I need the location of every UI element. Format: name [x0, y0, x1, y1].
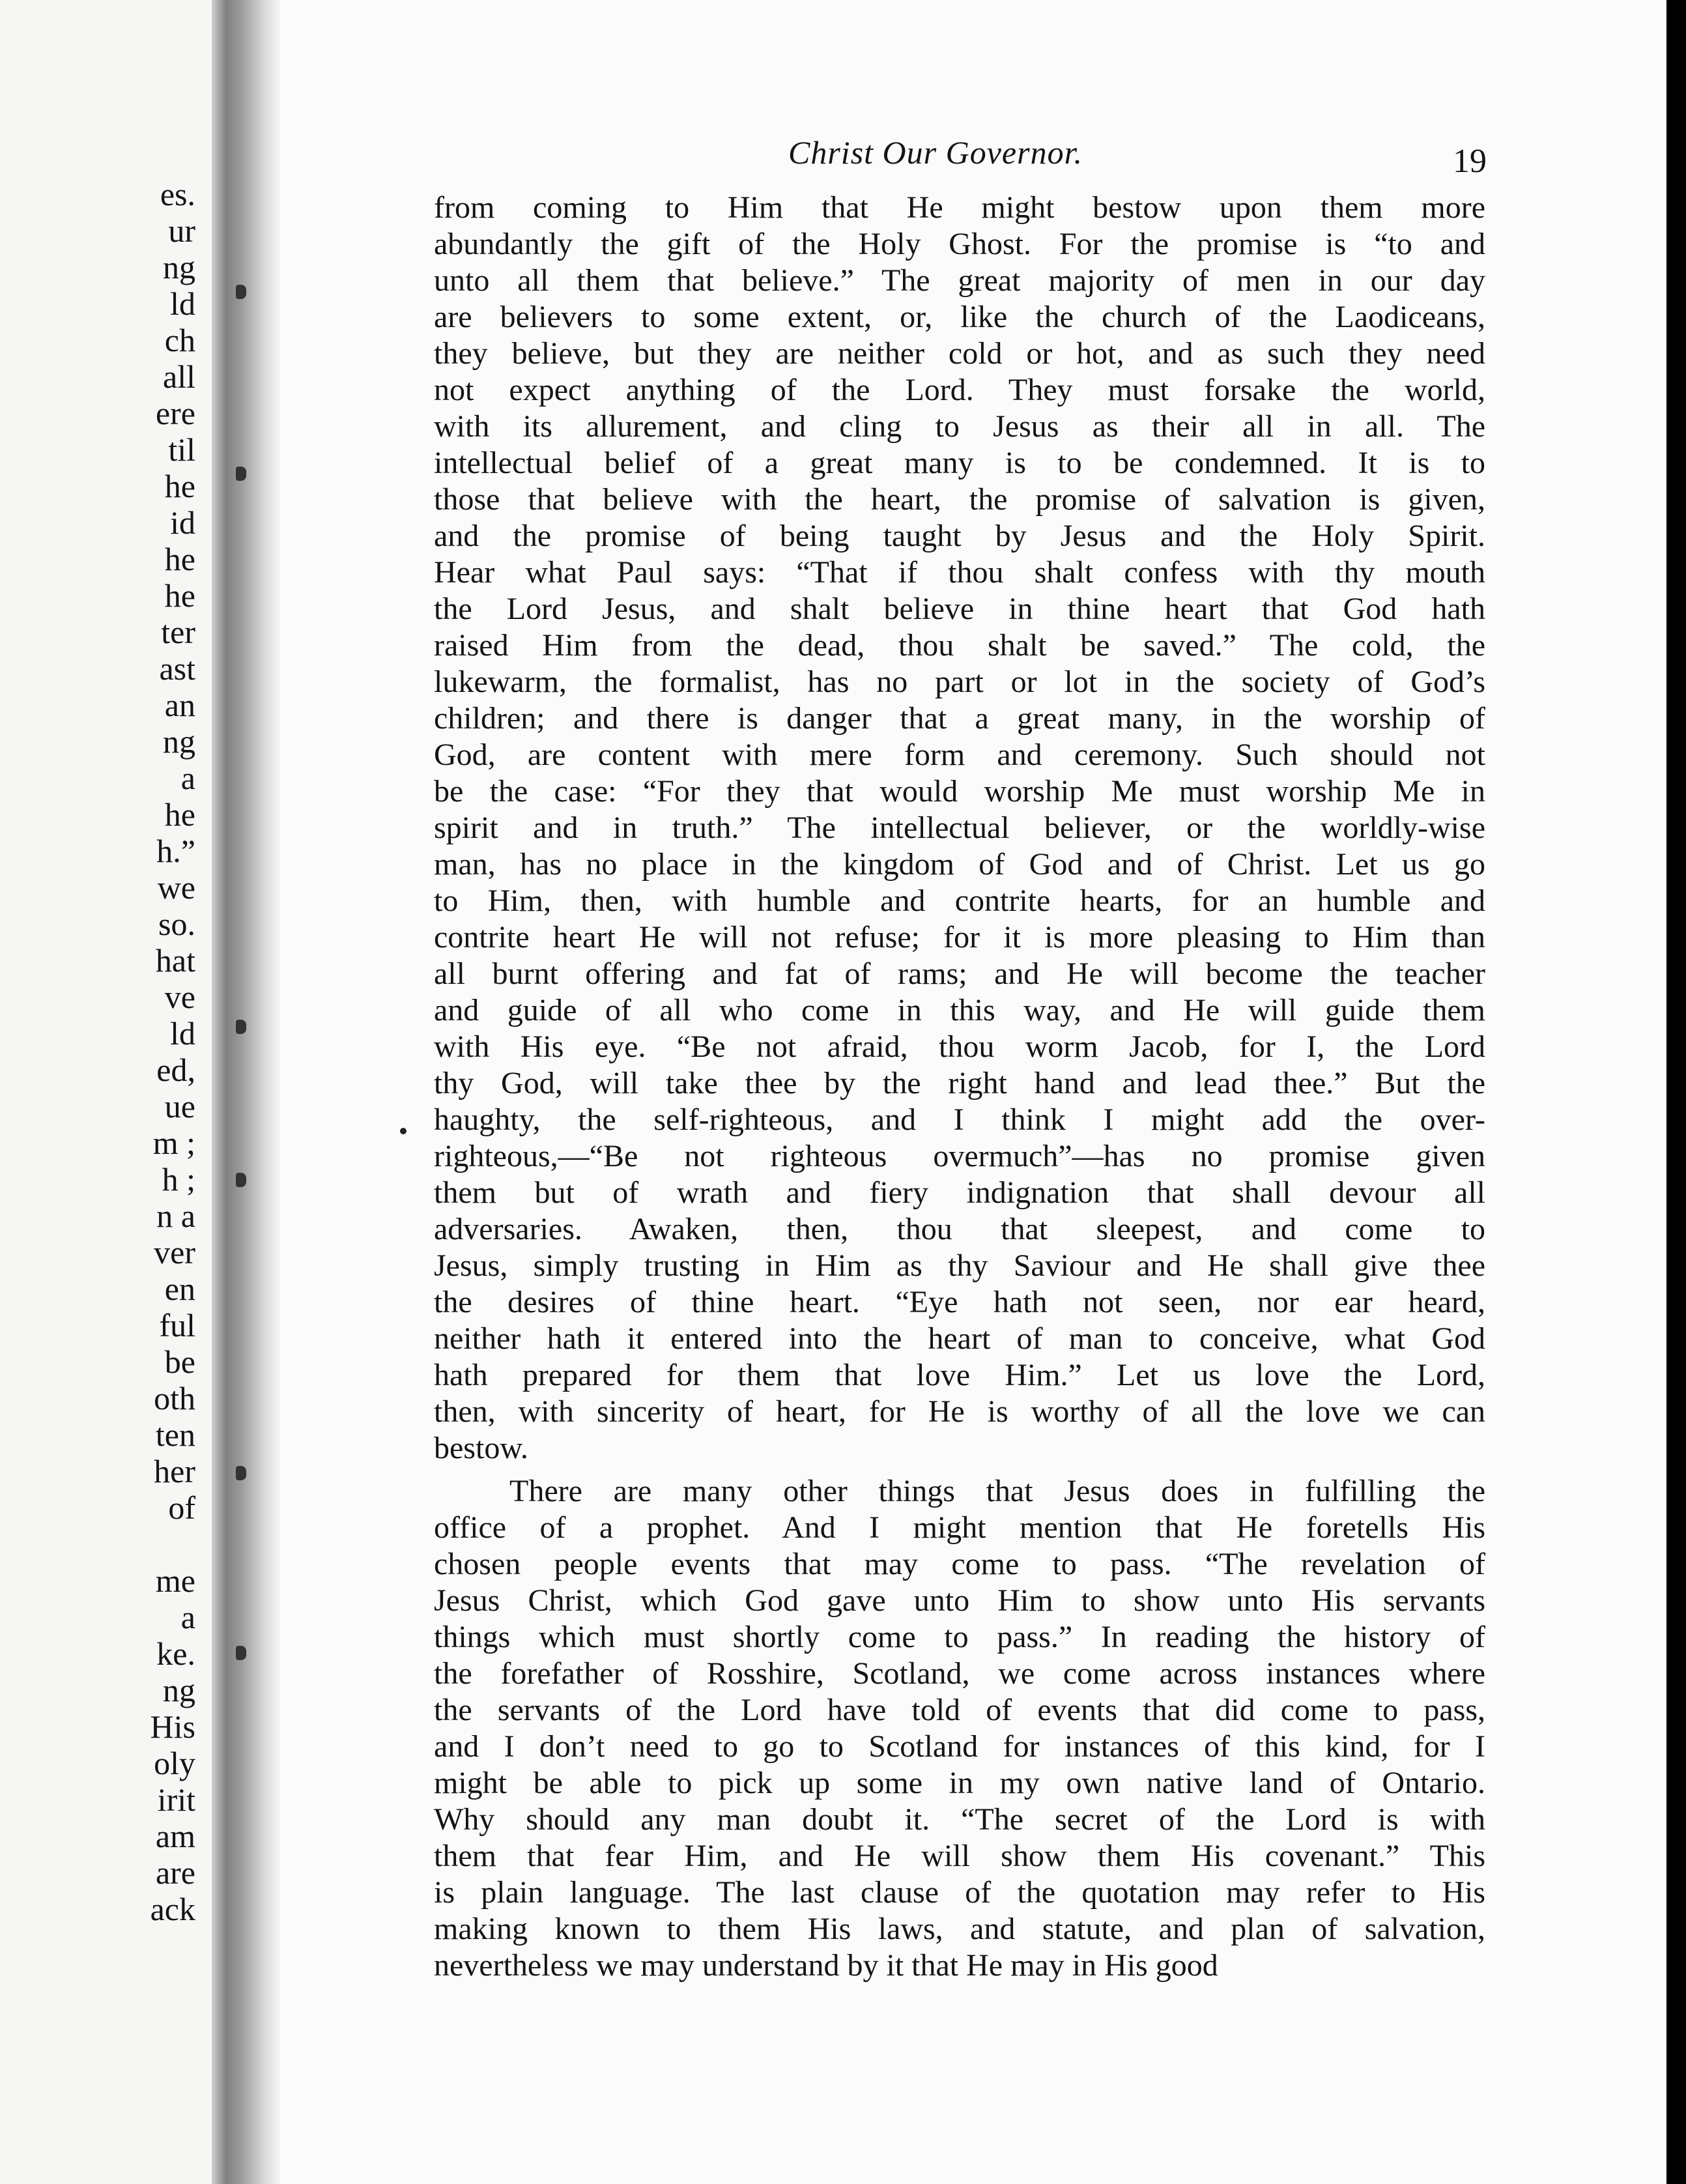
text-line: those that believe with the heart, the promise of salvation is given,: [434, 482, 1485, 517]
facing-page-fragment: of: [168, 1489, 195, 1526]
facing-page-fragment: ng: [163, 249, 195, 285]
text-line: them that fear Him, and He will show them His covenant.” This: [434, 1839, 1485, 1873]
text-line: Jesus Christ, which God gave unto Him to show unto His servants: [434, 1583, 1485, 1618]
text-line: contrite heart He will not refuse; for it is more pleasing to Him than: [434, 920, 1485, 955]
facing-page-fragment: a: [180, 1599, 195, 1635]
text-line: then, with sincerity of heart, for He is worthy of all the love we can: [434, 1394, 1485, 1429]
facing-page-fragment: me: [155, 1562, 195, 1599]
facing-page-fragment: n a: [156, 1198, 195, 1234]
staple-mark: [236, 1173, 246, 1187]
text-line: be the case: “For they that would worship Me must worship Me in: [434, 774, 1485, 809]
facing-page-fragment: ur: [168, 212, 195, 249]
facing-page-fragment: ve: [164, 979, 195, 1015]
facing-page-fragment: oth: [154, 1380, 195, 1416]
facing-page-fragment: ld: [170, 285, 195, 322]
facing-page-fragment: oly: [154, 1745, 195, 1781]
text-line: all burnt offering and fat of rams; and He will become the teacher: [434, 956, 1485, 991]
facing-page-fragment: ng: [163, 1672, 195, 1708]
running-head: Christ Our Governor.: [788, 134, 1083, 171]
text-line: might be able to pick up some in my own native land of Ontario.: [434, 1766, 1485, 1800]
text-line: making known to them His laws, and statute, and plan of salvation,: [434, 1912, 1485, 1946]
text-line: intellectual belief of a great many is to be condemned. It is to: [434, 446, 1485, 480]
facing-page-fragment: ten: [155, 1416, 195, 1453]
text-line: not expect anything of the Lord. They must forsake the world,: [434, 373, 1485, 407]
facing-page-fragment: m ;: [152, 1125, 195, 1161]
facing-page-fragment: ter: [161, 614, 195, 650]
facing-page: [0, 0, 225, 2184]
facing-page-fragment: ng: [163, 723, 195, 760]
text-line: them but of wrath and fiery indignation that shall devour all: [434, 1175, 1485, 1210]
text-line: Jesus, simply trusting in Him as thy Saviour and He shall give thee: [434, 1248, 1485, 1283]
paragraph: [434, 1473, 1485, 1984]
text-line: There are many other things that Jesus does in fulfilling the: [509, 1474, 1485, 1508]
text-line: spirit and in truth.” The intellectual believer, or the worldly-wise: [434, 811, 1485, 845]
text-line: lukewarm, the formalist, has no part or lot in the society of God’s: [434, 665, 1485, 699]
text-line: and guide of all who come in this way, and He will guide them: [434, 993, 1485, 1027]
facing-page-fragment: id: [170, 504, 195, 541]
page-number: 19: [1453, 143, 1487, 180]
text-line: haughty, the self-righteous, and I think I might add the over-: [434, 1102, 1485, 1137]
text-line: raised Him from the dead, thou shalt be saved.” The cold, the: [434, 628, 1485, 663]
facing-page-fragment: ack: [150, 1891, 195, 1927]
text-line: hath prepared for them that love Him.” Let us love the Lord,: [434, 1358, 1485, 1392]
facing-page-fragment: he: [164, 468, 195, 504]
facing-page-fragment: ed,: [156, 1052, 195, 1088]
facing-page-fragment: an: [164, 687, 195, 723]
facing-page-fragment: irit: [157, 1781, 195, 1818]
text-line: from coming to Him that He might bestow upon them more: [434, 190, 1485, 225]
facing-page-fragment: ue: [164, 1088, 195, 1125]
facing-page-fragment: en: [164, 1271, 195, 1307]
facing-page-fragment: ast: [159, 650, 195, 687]
facing-page-text-fragments: [0, 176, 195, 1927]
text-line: and the promise of being taught by Jesus and the Holy Spirit.: [434, 519, 1485, 553]
text-line: righteous,—“Be not righteous overmuch”—has no promise given: [434, 1139, 1485, 1173]
staple-mark: [236, 1646, 246, 1660]
text-line: nevertheless we may understand by it that He may in His good: [434, 1948, 1218, 1983]
facing-page-fragment: His: [150, 1708, 195, 1745]
facing-page-fragment: ere: [155, 395, 195, 431]
facing-page-fragment: ld: [170, 1015, 195, 1052]
text-line: things which must shortly come to pass.” In reading the history of: [434, 1620, 1485, 1654]
text-line: thy God, will take thee by the right hand and lead thee.” But the: [434, 1066, 1485, 1100]
facing-page-fragment: ful: [159, 1307, 195, 1343]
text-line: with its allurement, and cling to Jesus as their all in all. The: [434, 409, 1485, 444]
facing-page-fragment: ke.: [156, 1635, 195, 1672]
text-line: Hear what Paul says: “That if thou shalt confess with thy mouth: [434, 555, 1485, 590]
text-line: the servants of the Lord have told of events that did come to pass,: [434, 1693, 1485, 1727]
text-line: bestow.: [434, 1431, 528, 1465]
staple-mark: [236, 1466, 246, 1480]
book-gutter: [212, 0, 283, 2184]
text-line: Why should any man doubt it. “The secret of the Lord is with: [434, 1802, 1485, 1837]
facing-page-fragment: hat: [155, 942, 195, 979]
facing-page-fragment: he: [164, 796, 195, 833]
facing-page-fragment: her: [154, 1453, 195, 1489]
text-line: the desires of thine heart. “Eye hath not seen, nor ear heard,: [434, 1285, 1485, 1319]
facing-page-fragment: ch: [164, 322, 195, 358]
facing-page-fragment: h.”: [156, 833, 195, 869]
body-text: [434, 190, 1485, 1984]
facing-page-fragment: are: [155, 1854, 195, 1891]
text-line: with His eye. “Be not afraid, thou worm Jacob, for I, the Lord: [434, 1029, 1485, 1064]
text-line: and I don’t need to go to Scotland for instances of this kind, for I: [434, 1729, 1485, 1764]
staple-mark: [236, 1020, 246, 1034]
text-line: abundantly the gift of the Holy Ghost. For the promise is “to and: [434, 227, 1485, 261]
text-line: to Him, then, with humble and contrite hearts, for an humble and: [434, 884, 1485, 918]
text-line: God, are content with mere form and ceremony. Such should not: [434, 738, 1485, 772]
text-line: chosen people events that may come to pass. “The revelation of: [434, 1547, 1485, 1581]
facing-page-fragment: es.: [160, 176, 195, 212]
facing-page-fragment: we: [157, 869, 195, 906]
facing-page-fragment: he: [164, 541, 195, 577]
facing-page-fragment: so.: [158, 906, 195, 942]
text-line: office of a prophet. And I might mention that He foretells His: [434, 1510, 1485, 1545]
facing-page-fragment: til: [168, 431, 195, 468]
text-line: the Lord Jesus, and shalt believe in thine heart that God hath: [434, 592, 1485, 626]
text-line: are believers to some extent, or, like the church of the Laodiceans,: [434, 300, 1485, 334]
facing-page-fragment: he: [164, 577, 195, 614]
staple-mark: [236, 467, 246, 481]
facing-page-fragment: ver: [154, 1234, 195, 1271]
facing-page-fragment: all: [163, 358, 195, 395]
text-line: man, has no place in the kingdom of God and of Christ. Let us go: [434, 847, 1485, 882]
facing-page-fragment: am: [155, 1818, 195, 1854]
staple-mark: [236, 285, 246, 299]
text-line: the forefather of Rosshire, Scotland, we come across instances where: [434, 1656, 1485, 1691]
facing-page-fragment: be: [164, 1343, 195, 1380]
margin-mark: [400, 1128, 407, 1134]
facing-page-fragment: a: [180, 760, 195, 796]
text-line: unto all them that believe.” The great majority of men in our day: [434, 263, 1485, 298]
text-line: children; and there is danger that a great many, in the worship of: [434, 701, 1485, 736]
text-line: adversaries. Awaken, then, thou that sleepest, and come to: [434, 1212, 1485, 1246]
facing-page-fragment: h ;: [162, 1161, 195, 1198]
text-line: neither hath it entered into the heart of man to conceive, what God: [434, 1321, 1485, 1356]
text-line: they believe, but they are neither cold or hot, and as such they need: [434, 336, 1485, 371]
facing-page-fragment: [0, 1526, 195, 1562]
paragraph: [434, 190, 1485, 1467]
text-line: is plain language. The last clause of the quotation may refer to His: [434, 1875, 1485, 1910]
